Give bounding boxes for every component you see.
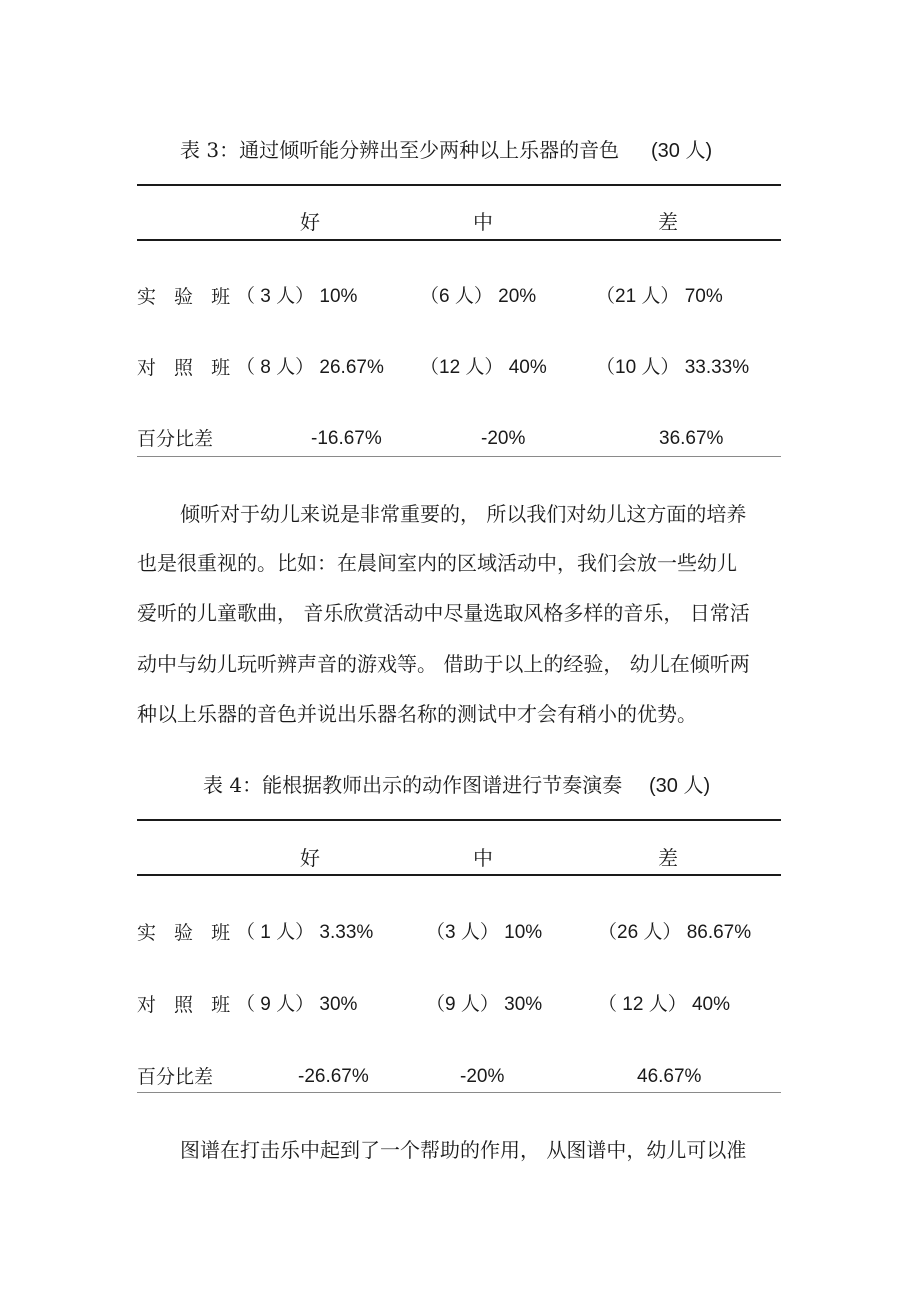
table3-count-text: (30 人)	[651, 140, 713, 162]
table4-row-control-label: 对 照 班	[137, 994, 237, 1016]
table3-header-rule	[137, 239, 781, 241]
table4-count	[649, 771, 710, 800]
table3-row-experimental-medium: （6 人） 20%	[420, 286, 537, 307]
table3-row-difference-good: -16.67%	[311, 428, 382, 449]
table4-row-experimental-good: （ 1 人） 3.33%	[236, 922, 374, 943]
table3-header-good: 好	[300, 210, 320, 234]
paragraph1-line-5: 种以上乐器的音色并说出乐器名称的测试中才会有稍小的优势。	[137, 702, 697, 726]
table3-caption	[180, 136, 619, 164]
table4-caption-text: 表 4：能根据教师出示的动作图谱进行节奏演奏	[203, 773, 623, 797]
table3-row-control-label: 对 照 班	[137, 357, 237, 379]
table4-row-difference-poor: 46.67%	[637, 1066, 702, 1087]
table3-header-poor: 差	[658, 210, 678, 234]
paragraph1-line-4: 动中与幼儿玩听辨声音的游戏等。 借助于以上的经验， 幼儿在倾听两	[137, 652, 750, 676]
table3-top-rule	[137, 184, 781, 186]
table4-count-text: (30 人)	[649, 775, 711, 797]
table3-row-difference-poor: 36.67%	[659, 428, 724, 449]
table4-header-rule	[137, 874, 781, 876]
table3-row-experimental-label: 实 验 班	[137, 286, 237, 308]
table4-row-control-medium: （9 人） 30%	[426, 994, 543, 1015]
table3-row-control-good: （ 8 人） 26.67%	[236, 357, 384, 378]
table4-header-medium: 中	[473, 846, 493, 870]
paragraph1-line-3: 爱听的儿童歌曲， 音乐欣赏活动中尽量选取风格多样的音乐， 日常活	[137, 601, 750, 625]
table4-row-difference-medium: -20%	[460, 1066, 505, 1087]
table4-bottom-rule	[137, 1092, 781, 1093]
table4-row-experimental-label: 实 验 班	[137, 922, 237, 944]
paragraph1-line-1: 倾听对于幼儿来说是非常重要的， 所以我们对幼儿这方面的培养	[180, 502, 747, 526]
table4-row-difference-label: 百分比差	[137, 1066, 214, 1088]
table4-top-rule	[137, 819, 781, 821]
table4-row-control-poor: （ 12 人） 40%	[598, 994, 730, 1015]
table4-header-good: 好	[300, 846, 320, 870]
table3-row-experimental-poor: （21 人） 70%	[596, 286, 723, 307]
table4-row-experimental-medium: （3 人） 10%	[426, 922, 543, 943]
table3-count	[651, 136, 712, 165]
table3-row-difference-medium: -20%	[481, 428, 526, 449]
table3-row-experimental-good: （ 3 人） 10%	[236, 286, 358, 307]
table4-caption	[203, 771, 622, 799]
table4-row-difference-good: -26.67%	[298, 1066, 369, 1087]
table3-header-medium: 中	[473, 210, 493, 234]
table4-row-experimental-poor: （26 人） 86.67%	[598, 922, 752, 943]
table3-caption-text: 表 3：通过倾听能分辨出至少两种以上乐器的音色	[180, 138, 620, 162]
table4-row-control-good: （ 9 人） 30%	[236, 994, 358, 1015]
table4-header-poor: 差	[658, 846, 678, 870]
table3-bottom-rule	[137, 456, 781, 457]
paragraph1-line-2: 也是很重视的。比如：在晨间室内的区域活动中，我们会放一些幼儿	[137, 551, 737, 575]
table3-row-difference-label: 百分比差	[137, 428, 214, 450]
paragraph2-line-1: 图谱在打击乐中起到了一个帮助的作用， 从图谱中，幼儿可以准	[180, 1138, 747, 1162]
table3-row-control-medium: （12 人） 40%	[420, 357, 547, 378]
table3-row-control-poor: （10 人） 33.33%	[596, 357, 750, 378]
